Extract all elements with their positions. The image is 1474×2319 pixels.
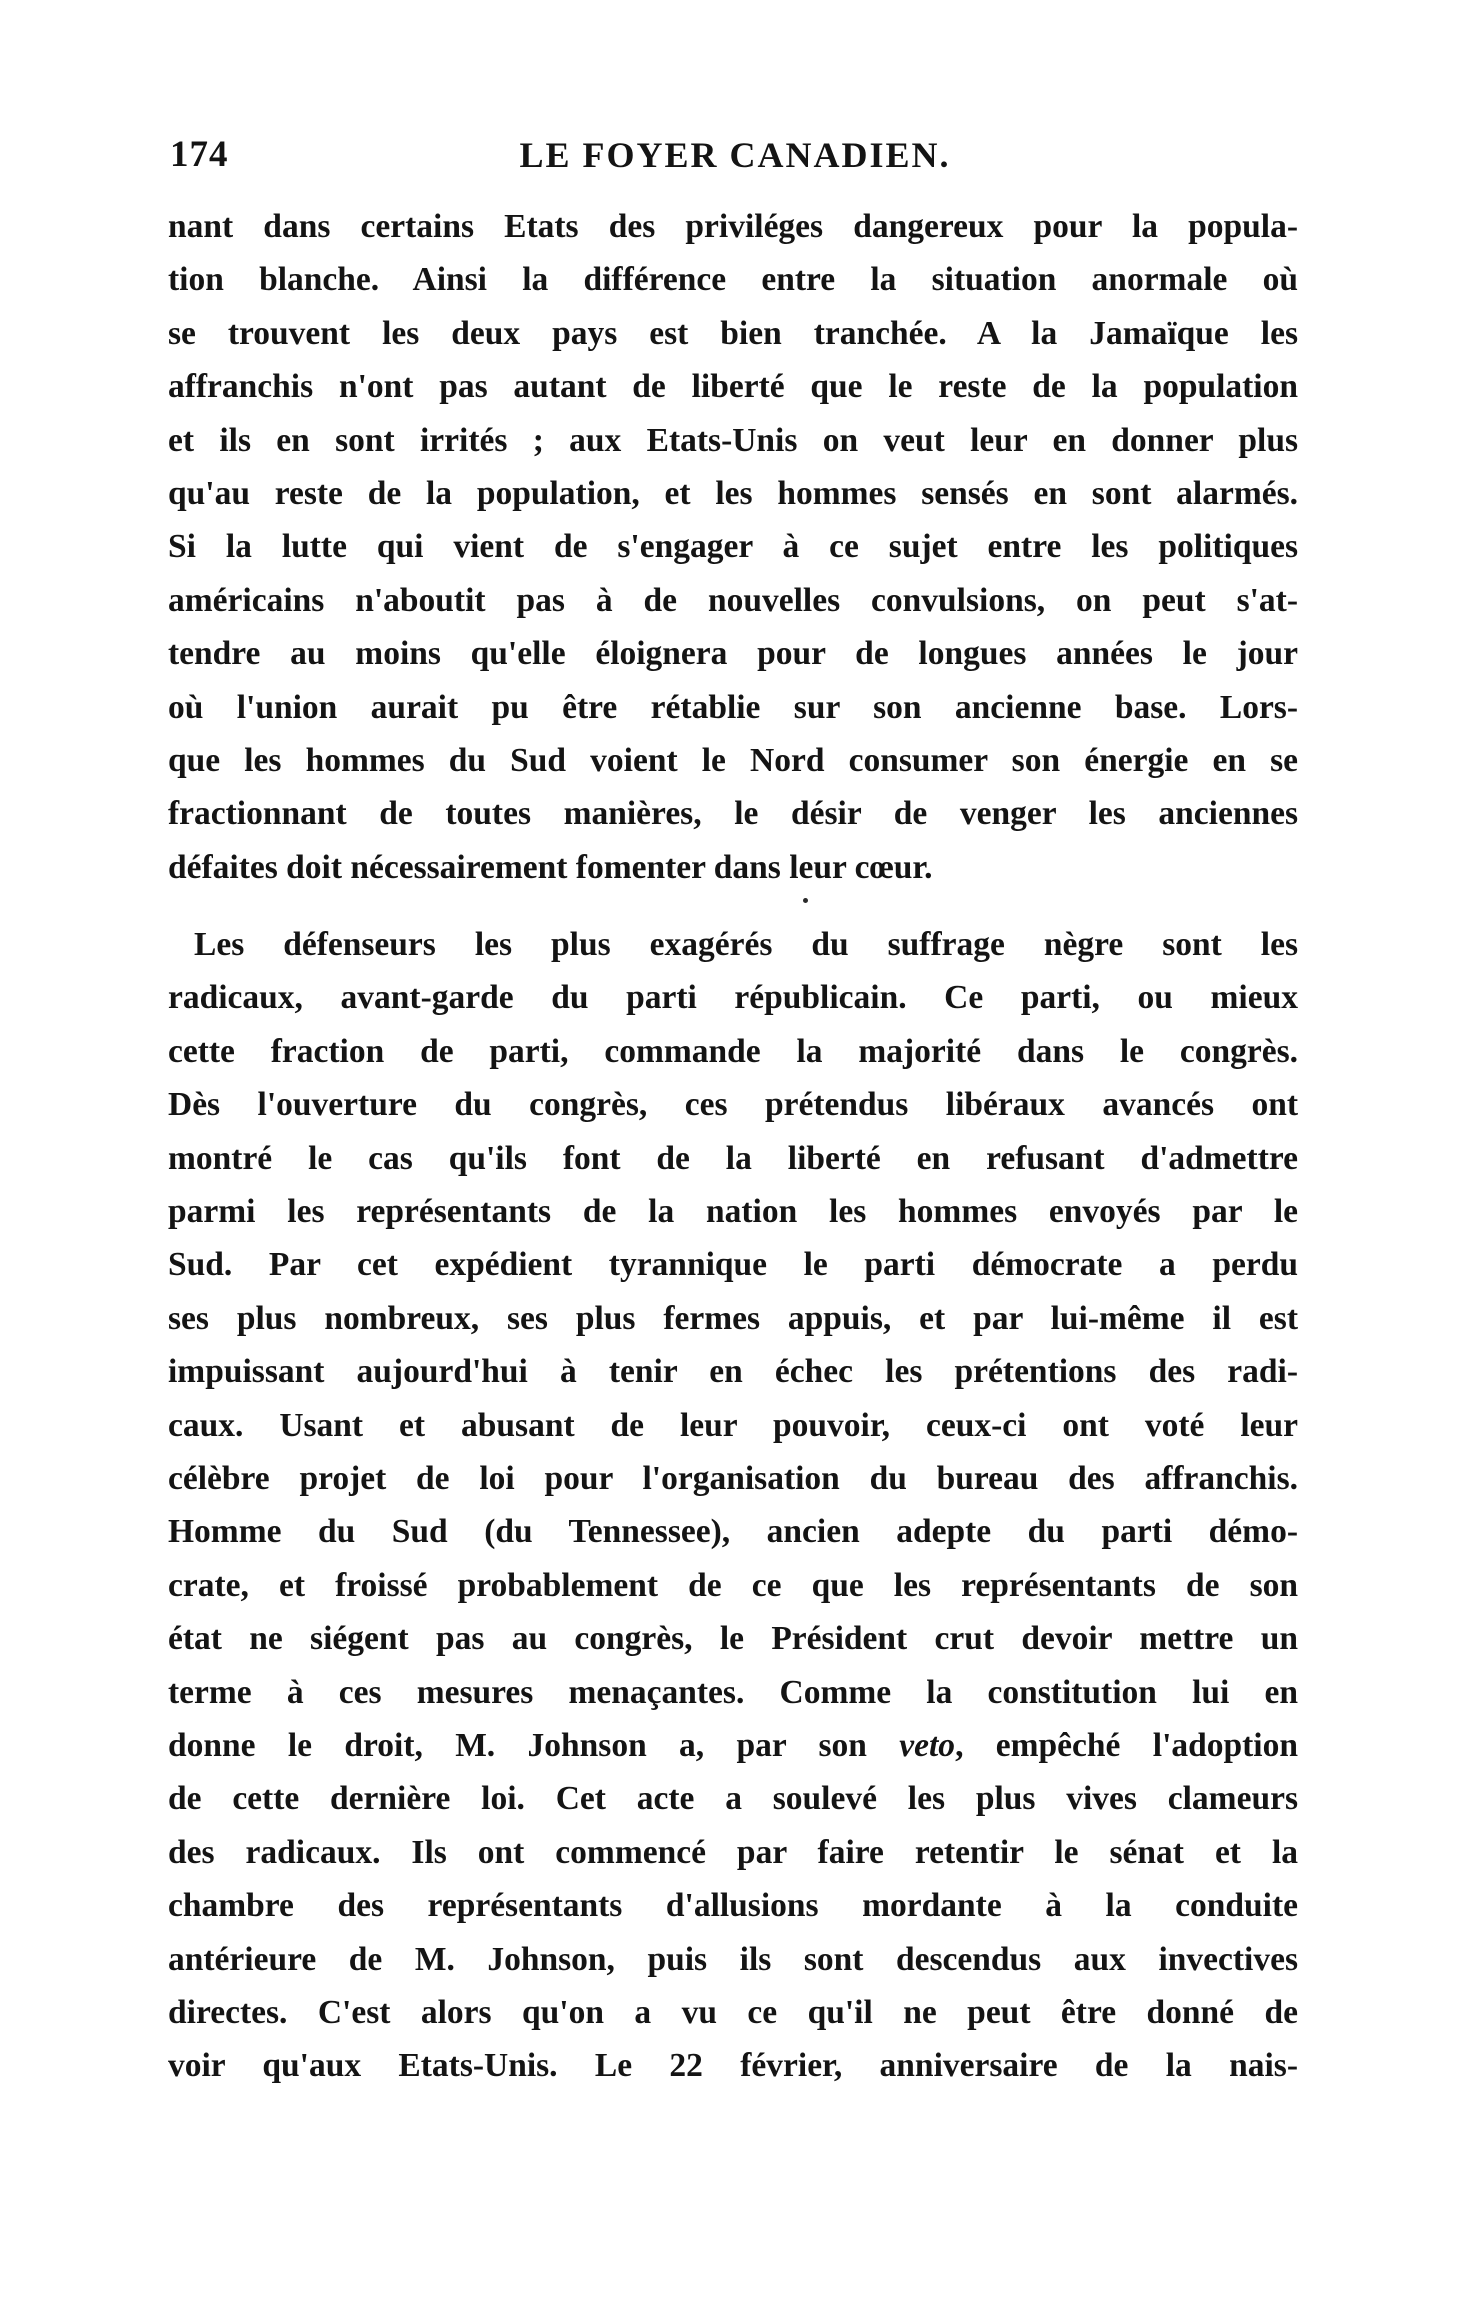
text-line: directes. C'est alors qu'on a vu ce qu'il ne peut être donné de xyxy=(168,1993,1298,2031)
text-line: Dès l'ouverture du congrès, ces prétendus libéraux avancés ont xyxy=(168,1086,1298,1124)
text-line: américains n'aboutit pas à de nouvelles convulsions, on peut s'at- xyxy=(168,581,1298,619)
running-title: LE FOYER CANADIEN. xyxy=(519,135,951,175)
paragraph-1 xyxy=(168,200,1298,894)
text-line: se trouvent les deux pays est bien tranchée. A la Jamaïque les xyxy=(168,314,1298,352)
paragraph-spacer xyxy=(168,894,1298,918)
text-line: terme à ces mesures menaçantes. Comme la constitution lui en xyxy=(168,1673,1298,1711)
body-text xyxy=(168,200,1298,2093)
text-line: nant dans certains Etats des priviléges dangereux pour la popula- xyxy=(168,208,1298,245)
text-line: voir qu'aux Etats-Unis. Le 22 février, anniversaire de la nais- xyxy=(168,2047,1298,2085)
text-line: chambre des représentants d'allusions mordante à la conduite xyxy=(168,1887,1298,1925)
text-line: radicaux, avant-garde du parti républicain. Ce parti, ou mieux xyxy=(168,979,1298,1017)
text-line: cette fraction de parti, commande la majorité dans le congrès. xyxy=(168,1032,1298,1070)
text-line: tendre au moins qu'elle éloignera pour de longues années le jour xyxy=(168,635,1298,673)
text-line: Homme du Sud (du Tennessee), ancien adepte du parti démo- xyxy=(168,1513,1298,1551)
text-line: des radicaux. Ils ont commencé par faire retentir le sénat et la xyxy=(168,1833,1298,1871)
text-line: Les défenseurs les plus exagérés du suffrage nègre sont les xyxy=(194,926,1298,964)
text-line: donne le droit, M. Johnson a, par son veto, empêché l'adoption xyxy=(168,1726,1298,1764)
text-line: parmi les représentants de la nation les hommes envoyés par le xyxy=(168,1193,1298,1231)
text-line: état ne siégent pas au congrès, le Président crut devoir mettre un xyxy=(168,1620,1298,1658)
italic-word: veto xyxy=(899,1726,956,1764)
text-line: tion blanche. Ainsi la différence entre la situation anormale où xyxy=(168,261,1298,299)
text-line: défaites doit nécessairement fomenter dans leur cœur. xyxy=(168,848,933,886)
text-line: Si la lutte qui vient de s'engager à ce sujet entre les politiques xyxy=(168,528,1298,566)
text-line: qu'au reste de la population, et les hommes sensés en sont alarmés. xyxy=(168,474,1298,512)
paragraph-2 xyxy=(168,918,1298,2093)
text-line: ses plus nombreux, ses plus fermes appuis, et par lui-même il est xyxy=(168,1299,1298,1337)
text-line: où l'union aurait pu être rétablie sur son ancienne base. Lors- xyxy=(168,688,1298,726)
text-line: célèbre projet de loi pour l'organisation du bureau des affranchis. xyxy=(168,1459,1298,1497)
text-line: fractionnant de toutes manières, le désir de venger les anciennes xyxy=(168,795,1298,833)
text-line: antérieure de M. Johnson, puis ils sont descendus aux invectives xyxy=(168,1940,1298,1978)
text-line: affranchis n'ont pas autant de liberté que le reste de la population xyxy=(168,368,1298,406)
text-line: impuissant aujourd'hui à tenir en échec les prétentions des radi- xyxy=(168,1353,1298,1391)
text-line: Sud. Par cet expédient tyrannique le parti démocrate a perdu xyxy=(168,1246,1298,1284)
text-line: et ils en sont irrités ; aux Etats-Unis on veut leur en donner plus xyxy=(168,421,1298,459)
text-line: de cette dernière loi. Cet acte a soulevé les plus vives clameurs xyxy=(168,1780,1298,1818)
page-number: 174 xyxy=(170,134,229,175)
text-line: montré le cas qu'ils font de la liberté en refusant d'admettre xyxy=(168,1139,1298,1177)
text-line: que les hommes du Sud voient le Nord consumer son énergie en se xyxy=(168,741,1298,779)
page-header xyxy=(170,130,1300,180)
text-line: caux. Usant et abusant de leur pouvoir, ceux-ci ont voté leur xyxy=(168,1406,1298,1444)
text-line: crate, et froissé probablement de ce que les représentants de son xyxy=(168,1566,1298,1604)
